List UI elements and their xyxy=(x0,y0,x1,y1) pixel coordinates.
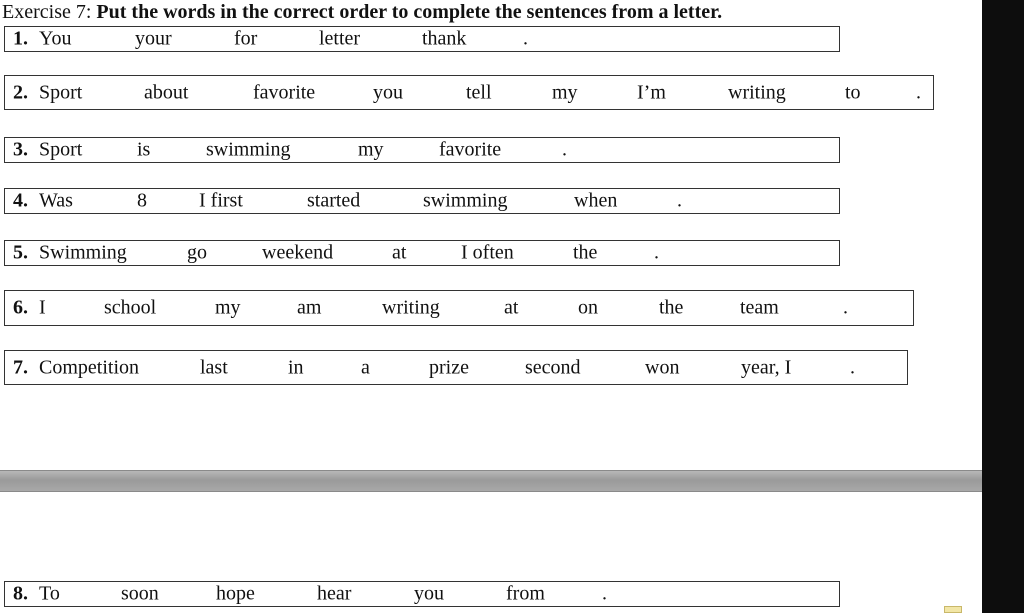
word: . xyxy=(843,296,848,319)
word: the xyxy=(659,296,684,319)
word: when xyxy=(574,189,618,212)
word: my xyxy=(215,296,241,319)
word: writing xyxy=(728,81,786,103)
word: from xyxy=(506,582,545,605)
word: your xyxy=(135,27,172,50)
sentence-row-2 xyxy=(4,75,934,110)
word: about xyxy=(144,81,189,103)
word: Was xyxy=(39,189,73,212)
word: To xyxy=(39,582,60,605)
sentence-number: 3. xyxy=(13,138,28,161)
word: started xyxy=(307,189,361,212)
word: year, I xyxy=(741,356,792,378)
sentence-number: 4. xyxy=(13,189,28,212)
word: I often xyxy=(461,241,514,264)
word: am xyxy=(297,296,322,319)
word: soon xyxy=(121,582,159,605)
word: favorite xyxy=(253,81,316,103)
sentence-row-5 xyxy=(4,240,840,266)
page-break-bar xyxy=(0,470,982,492)
word: . xyxy=(602,582,607,605)
word: on xyxy=(578,296,598,319)
word: swimming xyxy=(206,138,291,161)
word: letter xyxy=(319,27,361,50)
word: my xyxy=(552,81,578,103)
exercise-title xyxy=(2,0,722,24)
word: hear xyxy=(317,582,352,605)
word: won xyxy=(645,356,680,378)
word: go xyxy=(187,241,207,264)
sentence-number: 7. xyxy=(13,356,28,378)
word: thank xyxy=(422,27,467,50)
word: in xyxy=(288,356,304,378)
exercise-instruction: Put the words in the correct order to complete the sentences from a letter. xyxy=(96,1,723,23)
word: to xyxy=(845,81,861,103)
word: . xyxy=(562,138,567,161)
word: the xyxy=(573,241,598,264)
word: . xyxy=(850,356,855,378)
word: team xyxy=(740,296,779,319)
word: Competition xyxy=(39,356,139,378)
sentence-row-4 xyxy=(4,188,840,214)
word: swimming xyxy=(423,189,508,212)
word: second xyxy=(525,356,581,378)
word: weekend xyxy=(262,241,334,264)
sentence-row-3 xyxy=(4,137,840,163)
word: I xyxy=(39,296,46,319)
exercise-label: Exercise 7: xyxy=(2,1,92,23)
sentence-row-6 xyxy=(4,290,914,326)
word: favorite xyxy=(439,138,502,161)
sentence-row-1 xyxy=(4,26,840,52)
sentence-number: 6. xyxy=(13,296,28,319)
sentence-number: 5. xyxy=(13,241,28,264)
word: . xyxy=(916,81,921,103)
word: Swimming xyxy=(39,241,127,264)
sentence-number: 8. xyxy=(13,582,28,605)
word: my xyxy=(358,138,384,161)
word: hope xyxy=(216,582,255,605)
word: a xyxy=(361,356,370,378)
word: . xyxy=(654,241,659,264)
word: You xyxy=(39,27,72,50)
word: Sport xyxy=(39,81,83,103)
sentence-number: 1. xyxy=(13,27,28,50)
word: . xyxy=(523,27,528,50)
word: for xyxy=(234,27,258,50)
sentence-number: 2. xyxy=(13,81,28,103)
word: Sport xyxy=(39,138,83,161)
word: . xyxy=(677,189,682,212)
word: last xyxy=(200,356,228,378)
word: writing xyxy=(382,296,440,319)
word: school xyxy=(104,296,157,319)
word: I’m xyxy=(637,81,666,103)
word: is xyxy=(137,138,151,161)
word: prize xyxy=(429,356,469,378)
sentence-row-7 xyxy=(4,350,908,385)
word: you xyxy=(373,81,403,103)
word: I first xyxy=(199,189,243,212)
window-edge xyxy=(982,0,1024,613)
word: 8 xyxy=(137,189,147,212)
sentence-row-8 xyxy=(4,581,840,607)
corner-mark xyxy=(944,606,962,613)
word: at xyxy=(392,241,407,264)
word: at xyxy=(504,296,519,319)
word: you xyxy=(414,582,444,605)
word: tell xyxy=(466,81,492,103)
